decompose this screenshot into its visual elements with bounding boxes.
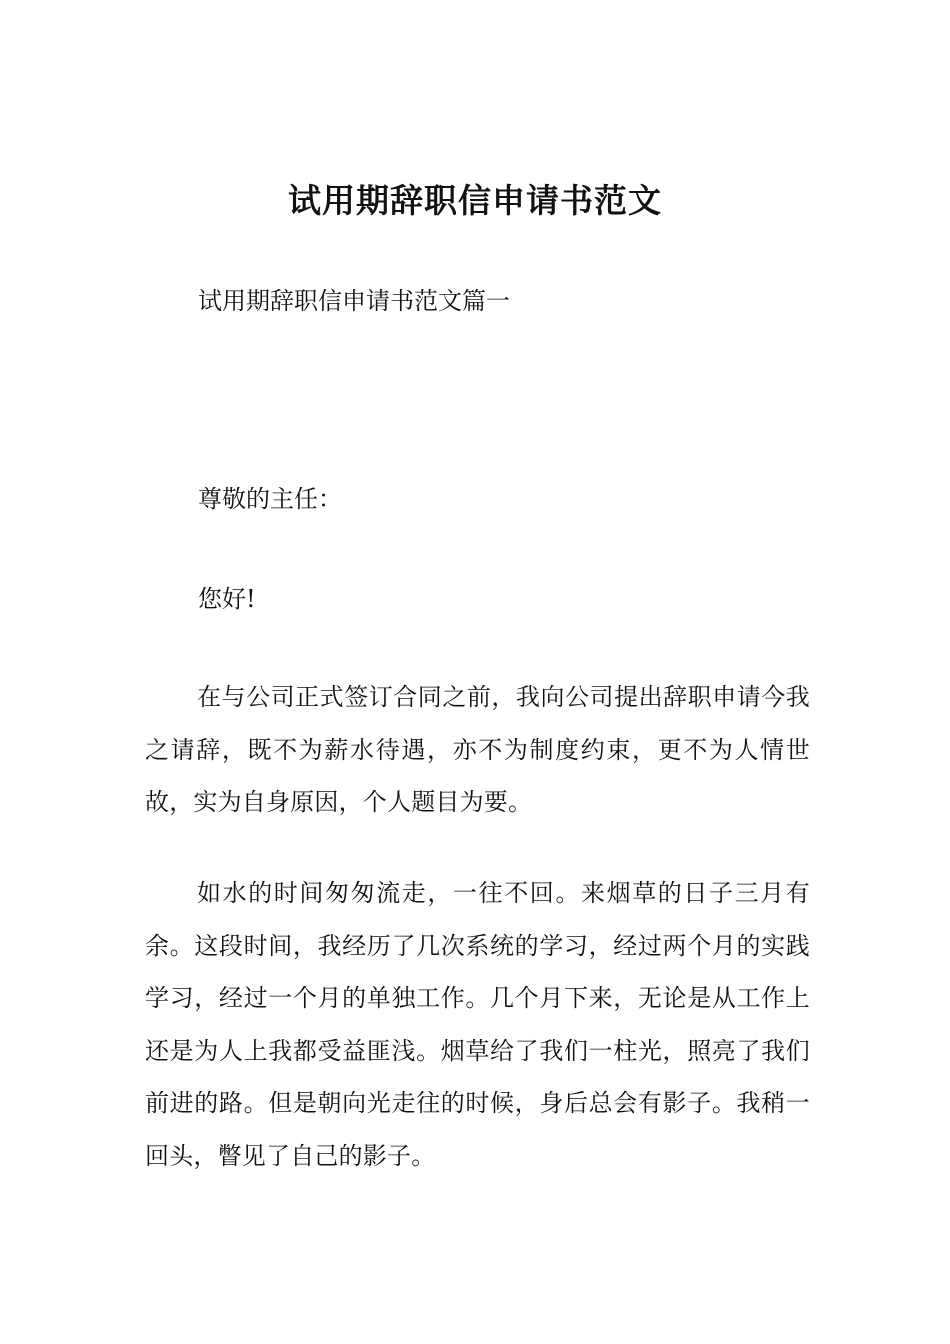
section-heading: 试用期辞职信申请书范文篇一: [198, 287, 510, 315]
paragraph-2: 如水的时间匆匆流走，一往不回。来烟草的日子三月有余。这段时间，我经历了几次系统的学习，经过两个月的实践学习，经过一个月的单独工作。几个月下来，无论是从工作上还是为人上我都受益匪浅。烟草给了我们一柱光，照亮了我们前进的路。但是朝向光走往的时候，身后总会有影子。我稍一回头，瞥见了自己的影子。: [145, 879, 810, 1170]
salutation: 尊敬的主任：: [198, 485, 342, 513]
paragraph-1: 在与公司正式签订合同之前，我向公司提出辞职申请今我之请辞，既不为薪水待遇，亦不为制度约束，更不为人情世故，实为自身原因，个人题目为要。: [145, 683, 810, 816]
document-title: 试用期辞职信申请书范文: [288, 181, 662, 220]
greeting: 您好!: [198, 585, 256, 613]
